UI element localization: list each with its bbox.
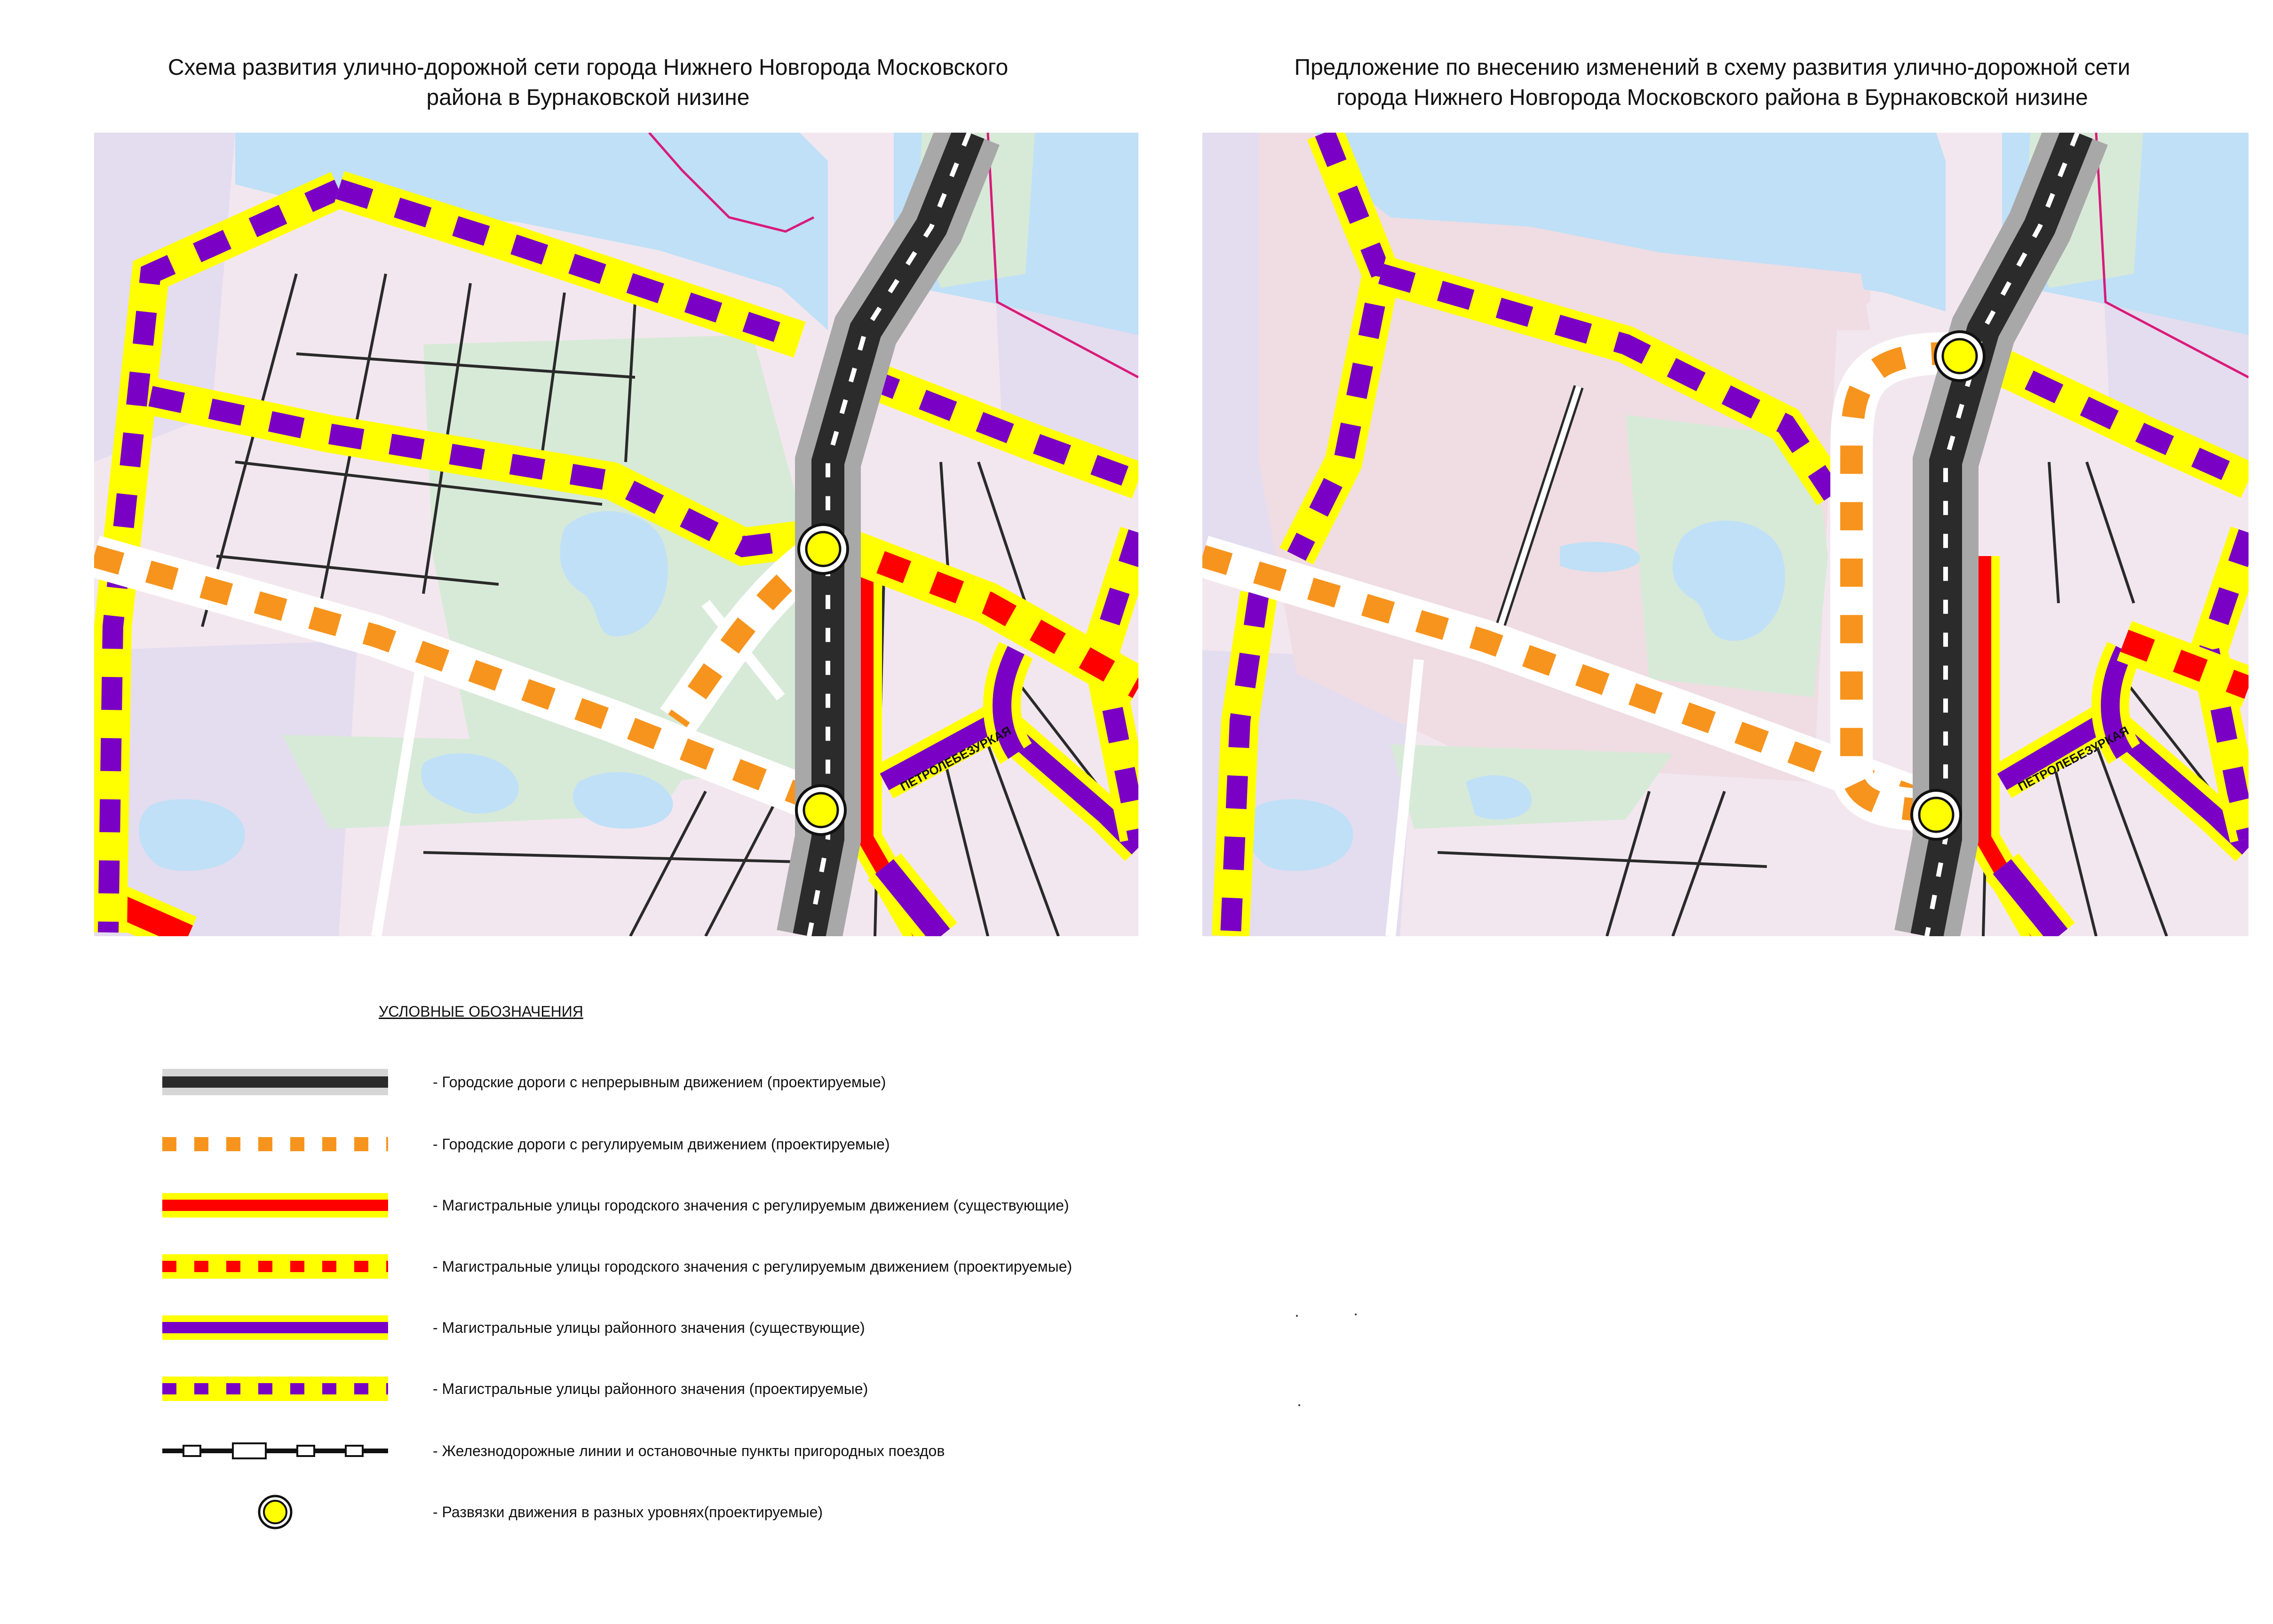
railway-symbol: [160, 1432, 390, 1470]
street-label-right: ПЕТРОЛЕБЕЗУРКАЯ: [2015, 723, 2131, 794]
right-map: [1202, 133, 2249, 936]
legend-label: - Городские дороги с непрерывным движением (проектируемые): [433, 1074, 886, 1091]
legend-item-city-main-planned: [160, 1248, 1242, 1285]
legend-label: - Магистральные улицы районного значения (проектируемые): [433, 1380, 868, 1397]
legend-item-district-main-planned: [160, 1370, 1242, 1408]
city-main-planned-symbol: [160, 1248, 390, 1285]
legend-label: - Магистральные улицы районного значения (существующие): [433, 1319, 865, 1336]
right-map-title: [1204, 53, 2220, 113]
city-main-existing-symbol: [160, 1186, 390, 1224]
legend-item-regulated-roads: [160, 1125, 1242, 1163]
regulated-road-symbol: [160, 1125, 390, 1163]
legend-label: - Железнодорожные линии и остановочные пункты пригородных поездов: [433, 1442, 945, 1459]
stray-mark: [1355, 1314, 1357, 1315]
legend-item-city-main-existing: [160, 1186, 1242, 1224]
legend-label: - Развязки движения в разных уровнях(проектируемые): [433, 1504, 823, 1521]
stray-mark: [1298, 1404, 1300, 1406]
legend-item-interchange: [160, 1493, 1242, 1531]
stray-mark: [1296, 1315, 1298, 1317]
legend-title: УСЛОВНЫЕ ОБОЗНАЧЕНИЯ: [379, 1003, 583, 1020]
interchange-north-proposed: [1935, 332, 1984, 381]
left-map: [94, 133, 1138, 936]
interchange-south-proposed: [1912, 790, 1961, 839]
right-title-line-2: города Нижнего Новгорода Московского района в Бурнаковской низине: [1336, 85, 2088, 110]
interchange-north: [799, 525, 848, 573]
legend-item-district-main-existing: [160, 1309, 1242, 1346]
continuous-road-symbol: [160, 1063, 390, 1101]
district-main-existing-symbol: [160, 1309, 390, 1346]
legend-label: - Городские дороги с регулируемым движением (проектируемые): [433, 1136, 890, 1153]
legend-item-railway: [160, 1432, 1242, 1470]
legend-item-continuous-roads: [160, 1063, 1242, 1101]
interchange-south: [796, 786, 845, 835]
interchange-symbol: [160, 1493, 390, 1531]
district-main-planned-symbol: [160, 1370, 390, 1408]
street-label-left: ПЕТРОЛЕБЕЗУРКАЯ: [898, 723, 1014, 794]
right-title-line-1: Предложение по внесению изменений в схему развития улично-дорожной сети: [1294, 55, 2130, 80]
left-map-title: [94, 53, 1082, 113]
legend-label: - Магистральные улицы городского значения с регулируемым движением (существующие): [433, 1197, 1069, 1214]
legend-label: - Магистральные улицы городского значения с регулируемым движением (проектируемые): [433, 1258, 1073, 1275]
left-title-line-1: Схема развития улично-дорожной сети города Нижнего Новгорода Московского: [167, 55, 1009, 80]
left-title-line-2: района в Бурнаковской низине: [426, 85, 750, 110]
